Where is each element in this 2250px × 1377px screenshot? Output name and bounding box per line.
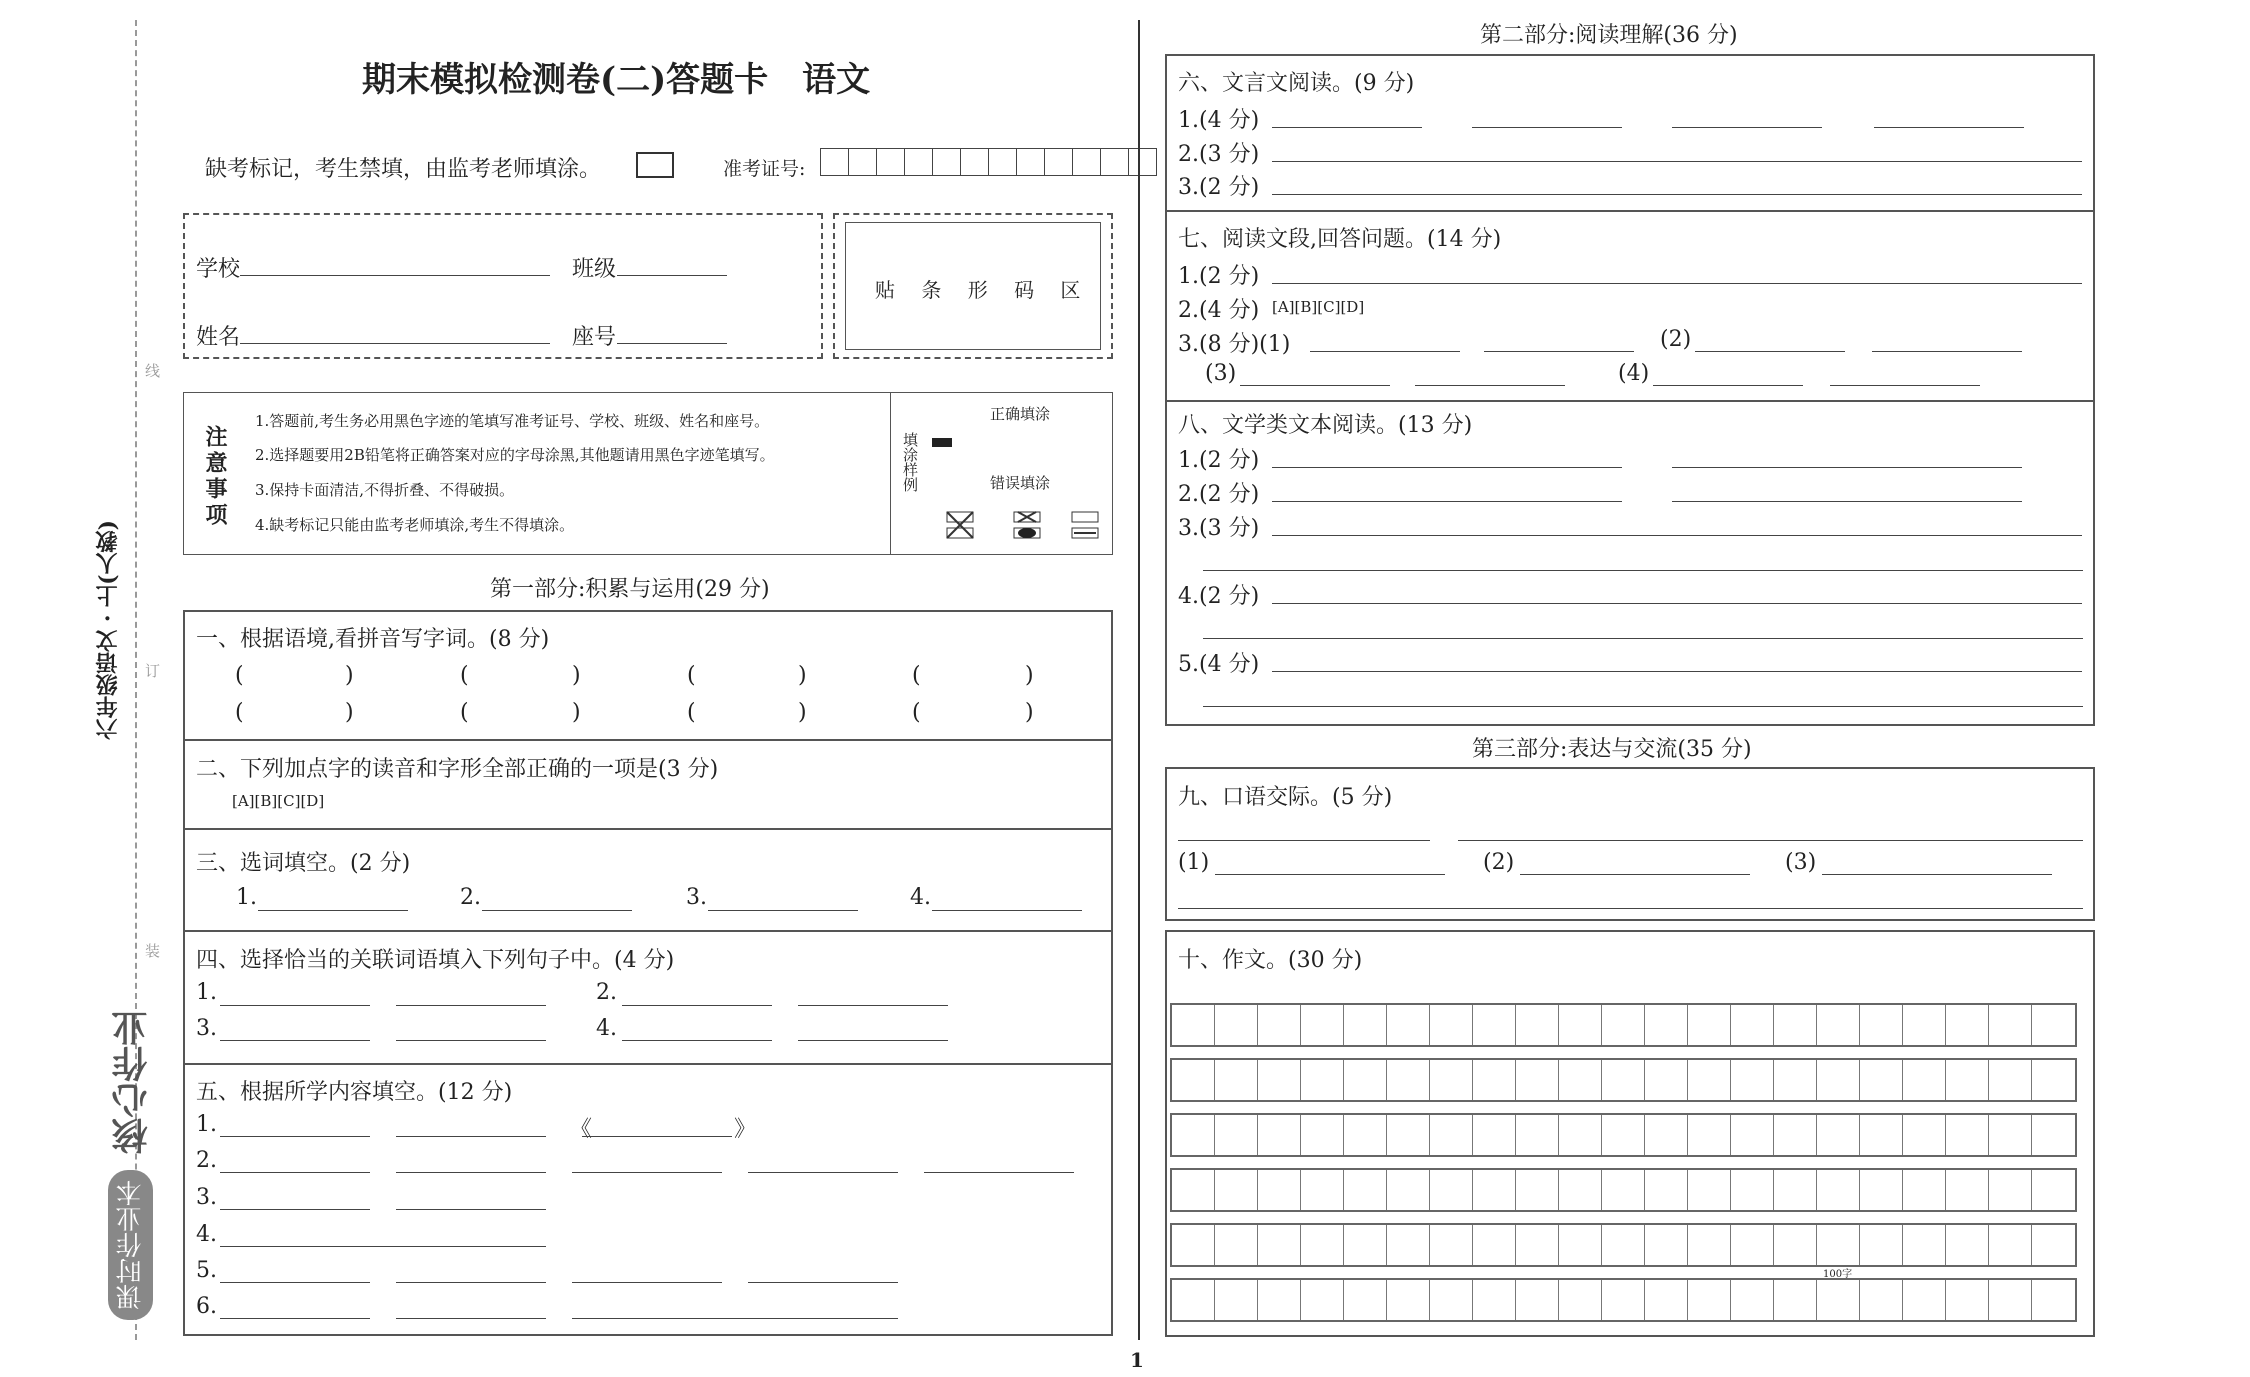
cut-mark-1: 线 [145, 362, 161, 380]
absent-note: 缺考标记，考生禁填，由监考老师填涂。 [205, 157, 602, 182]
q5-2-blank-e[interactable] [924, 1172, 1074, 1173]
q8-5-blank-b[interactable] [1203, 706, 2083, 707]
q6-2-blank[interactable] [1272, 161, 2082, 162]
q8-2-blank-a[interactable] [1272, 501, 1622, 502]
q8-item-4: 4.(2 分) [1178, 584, 1260, 609]
barcode-label: 贴 条 形 码 区 [875, 278, 1091, 302]
sample-label: 填涂样例 [901, 432, 919, 492]
q5-3-blank-a[interactable] [220, 1209, 370, 1210]
composition-row[interactable] [1170, 1168, 2077, 1212]
q8-1-blank-a[interactable] [1272, 467, 1622, 468]
seat-label: 座号 [572, 325, 617, 350]
composition-row[interactable] [1170, 1278, 2077, 1322]
composition-row[interactable] [1170, 1113, 2077, 1157]
q7-1-blank[interactable] [1272, 283, 2082, 284]
q7-title: 七、阅读文段,回答问题。(14 分) [1178, 227, 1502, 252]
word-count-mark: 100字 [1823, 1269, 1853, 1280]
q7-item-1: 1.(2 分) [1178, 264, 1260, 289]
correct-label: 正确填涂 [990, 405, 1051, 423]
brand-logo: 核心作业 [111, 1010, 153, 1154]
q8-item-2: 2.(2 分) [1178, 482, 1260, 507]
q9-3-blank[interactable] [1822, 874, 2052, 875]
q9-blank-c[interactable] [1178, 908, 2083, 909]
q4-4-blank-b[interactable] [798, 1040, 948, 1041]
name-field[interactable] [240, 343, 550, 344]
exam-id-grid[interactable] [820, 148, 1157, 176]
seat-field[interactable] [617, 343, 727, 344]
q3-blank-2[interactable] [482, 910, 632, 911]
q5-5-blank-c[interactable] [572, 1282, 722, 1283]
absent-checkbox[interactable] [636, 152, 674, 178]
q5-4-blank[interactable] [220, 1246, 546, 1247]
q8-item-3: 3.(3 分) [1178, 516, 1260, 541]
notes-divider [890, 392, 891, 555]
q4-1-blank-a[interactable] [220, 1005, 370, 1006]
q2-choices[interactable]: [A][B][C][D] [232, 792, 325, 810]
page-number: 1 [1130, 1348, 1144, 1372]
composition-row[interactable] [1170, 1058, 2077, 1102]
q8-item-1: 1.(2 分) [1178, 448, 1260, 473]
q3-blank-1[interactable] [258, 910, 408, 911]
q7-3-2-blank-a[interactable] [1695, 351, 1845, 352]
q5-1-blank-a[interactable] [220, 1136, 370, 1137]
correct-sample-icon [932, 438, 952, 447]
q5-2-blank-a[interactable] [220, 1172, 370, 1173]
q3-blank-4[interactable] [932, 910, 1082, 911]
composition-row[interactable] [1170, 1003, 2077, 1047]
name-label: 姓名 [196, 325, 241, 350]
q7-3-1-blank-a[interactable] [1310, 351, 1460, 352]
q6-title: 六、文言文阅读。(9 分) [1178, 71, 1415, 96]
q9-1-blank[interactable] [1215, 874, 1445, 875]
q3-box [183, 828, 1113, 932]
q4-4-blank-a[interactable] [622, 1040, 772, 1041]
q4-1-blank-b[interactable] [396, 1005, 546, 1006]
q5-5-blank-d[interactable] [748, 1282, 898, 1283]
q8-title: 八、文学类文本阅读。(13 分) [1178, 413, 1473, 438]
wrong-sample-dot-icon [1012, 510, 1042, 540]
q5-6-blank-a[interactable] [220, 1318, 370, 1319]
q5-2-blank-b[interactable] [396, 1172, 546, 1173]
part2-title: 第二部分:阅读理解(36 分) [1480, 23, 1738, 48]
q3-blank-3[interactable] [708, 910, 858, 911]
q7-3-1-blank-b[interactable] [1484, 351, 1634, 352]
note-item-1: 1.答题前,考生务必用黑色字迹的笔填写准考证号、学校、班级、姓名和座号。 [255, 412, 770, 430]
exam-id-label: 准考证号: [723, 158, 806, 180]
q7-3-2-blank-b[interactable] [1872, 351, 2022, 352]
student-info-box [183, 213, 823, 359]
q5-1-blank-c[interactable] [582, 1136, 732, 1137]
q7-3-3-blank-b[interactable] [1415, 385, 1565, 386]
q8-4-blank-a[interactable] [1272, 603, 2082, 604]
q2-title: 二、下列加点字的读音和字形全部正确的一项是(3 分) [196, 757, 719, 782]
class-field[interactable] [617, 275, 727, 276]
q7-3-4-blank-a[interactable] [1653, 385, 1803, 386]
q7-item-3: 3.(8 分)(1) [1178, 332, 1291, 357]
q10-title: 十、作文。(30 分) [1178, 948, 1363, 973]
wrong-label: 错误填涂 [990, 474, 1051, 492]
q6-1-blank-c[interactable] [1672, 127, 1822, 128]
q5-5-blank-b[interactable] [396, 1282, 546, 1283]
part1-title: 第一部分:积累与运用(29 分) [490, 577, 770, 602]
q3-title: 三、选词填空。(2 分) [196, 851, 411, 876]
q6-1-blank-d[interactable] [1874, 127, 2024, 128]
school-label: 学校 [196, 257, 241, 282]
q7-choices[interactable]: [A][B][C][D] [1272, 298, 1365, 316]
q5-title: 五、根据所学内容填空。(12 分) [196, 1080, 513, 1105]
q9-blank-b[interactable] [1458, 840, 2083, 841]
q5-2-blank-d[interactable] [748, 1172, 898, 1173]
q5-6-blank-c[interactable] [572, 1318, 898, 1319]
q8-item-5: 5.(4 分) [1178, 652, 1260, 677]
wrong-sample-line-icon [1070, 510, 1100, 540]
q4-2-blank-a[interactable] [622, 1005, 772, 1006]
q4-3-blank-a[interactable] [220, 1040, 370, 1041]
q8-1-blank-b[interactable] [1672, 467, 2022, 468]
q8-2-blank-b[interactable] [1672, 501, 2022, 502]
brand-badge: 课时作业本 [108, 1170, 153, 1320]
class-label: 班级 [572, 257, 617, 282]
q6-item-1: 1.(4 分) [1178, 108, 1260, 133]
q8-5-blank-a[interactable] [1272, 671, 2082, 672]
q6-item-2: 2.(3 分) [1178, 142, 1260, 167]
q6-3-blank[interactable] [1272, 194, 2082, 195]
q6-item-3: 3.(2 分) [1178, 175, 1260, 200]
q7-3-4-blank-b[interactable] [1830, 385, 1980, 386]
q4-2-blank-b[interactable] [798, 1005, 948, 1006]
q9-blank-a[interactable] [1178, 840, 1430, 841]
note-item-2: 2.选择题要用2B铅笔将正确答案对应的字母涂黑,其他题请用黑色字迹笔填写。 [255, 446, 775, 464]
q9-2-blank[interactable] [1520, 874, 1750, 875]
cut-mark-2: 订 [145, 662, 161, 680]
school-field[interactable] [240, 275, 550, 276]
q7-item-2: 2.(4 分) [1178, 298, 1260, 323]
q1-title: 一、根据语境,看拼音写字词。(8 分) [196, 627, 550, 652]
q8-box [1165, 400, 2095, 726]
q8-3-blank-b[interactable] [1203, 570, 2083, 571]
q8-3-blank-a[interactable] [1272, 535, 2082, 536]
page-center-divider [1138, 20, 1140, 1340]
q5-2-blank-c[interactable] [572, 1172, 722, 1173]
q5-1-blank-b[interactable] [396, 1136, 546, 1137]
cut-mark-3: 装 [145, 942, 161, 960]
composition-row[interactable] [1170, 1223, 2077, 1267]
q5-3-blank-b[interactable] [396, 1209, 546, 1210]
page-title: 期末模拟检测卷(二)答题卡 语文 [362, 60, 871, 100]
wrong-sample-check-icon [945, 510, 975, 540]
q5-5-blank-a[interactable] [220, 1282, 370, 1283]
q4-title: 四、选择恰当的关联词语填入下列句子中。(4 分) [196, 948, 675, 973]
q5-6-blank-b[interactable] [396, 1318, 546, 1319]
note-item-4: 4.缺考标记只能由监考老师填涂,考生不得填涂。 [255, 516, 575, 534]
notes-heading: 注意事项 [202, 425, 228, 529]
q6-1-blank-a[interactable] [1272, 127, 1422, 128]
note-item-3: 3.保持卡面清洁,不得折叠、不得破损。 [255, 481, 515, 499]
q7-3-3-blank-a[interactable] [1240, 385, 1390, 386]
q8-4-blank-b[interactable] [1203, 638, 2083, 639]
q6-1-blank-b[interactable] [1472, 127, 1622, 128]
q9-title: 九、口语交际。(5 分) [1178, 785, 1393, 810]
part3-title: 第三部分:表达与交流(35 分) [1472, 737, 1752, 762]
q4-3-blank-b[interactable] [396, 1040, 546, 1041]
sidebar-grade: 六年级语文 · 上(人教) [95, 520, 121, 740]
